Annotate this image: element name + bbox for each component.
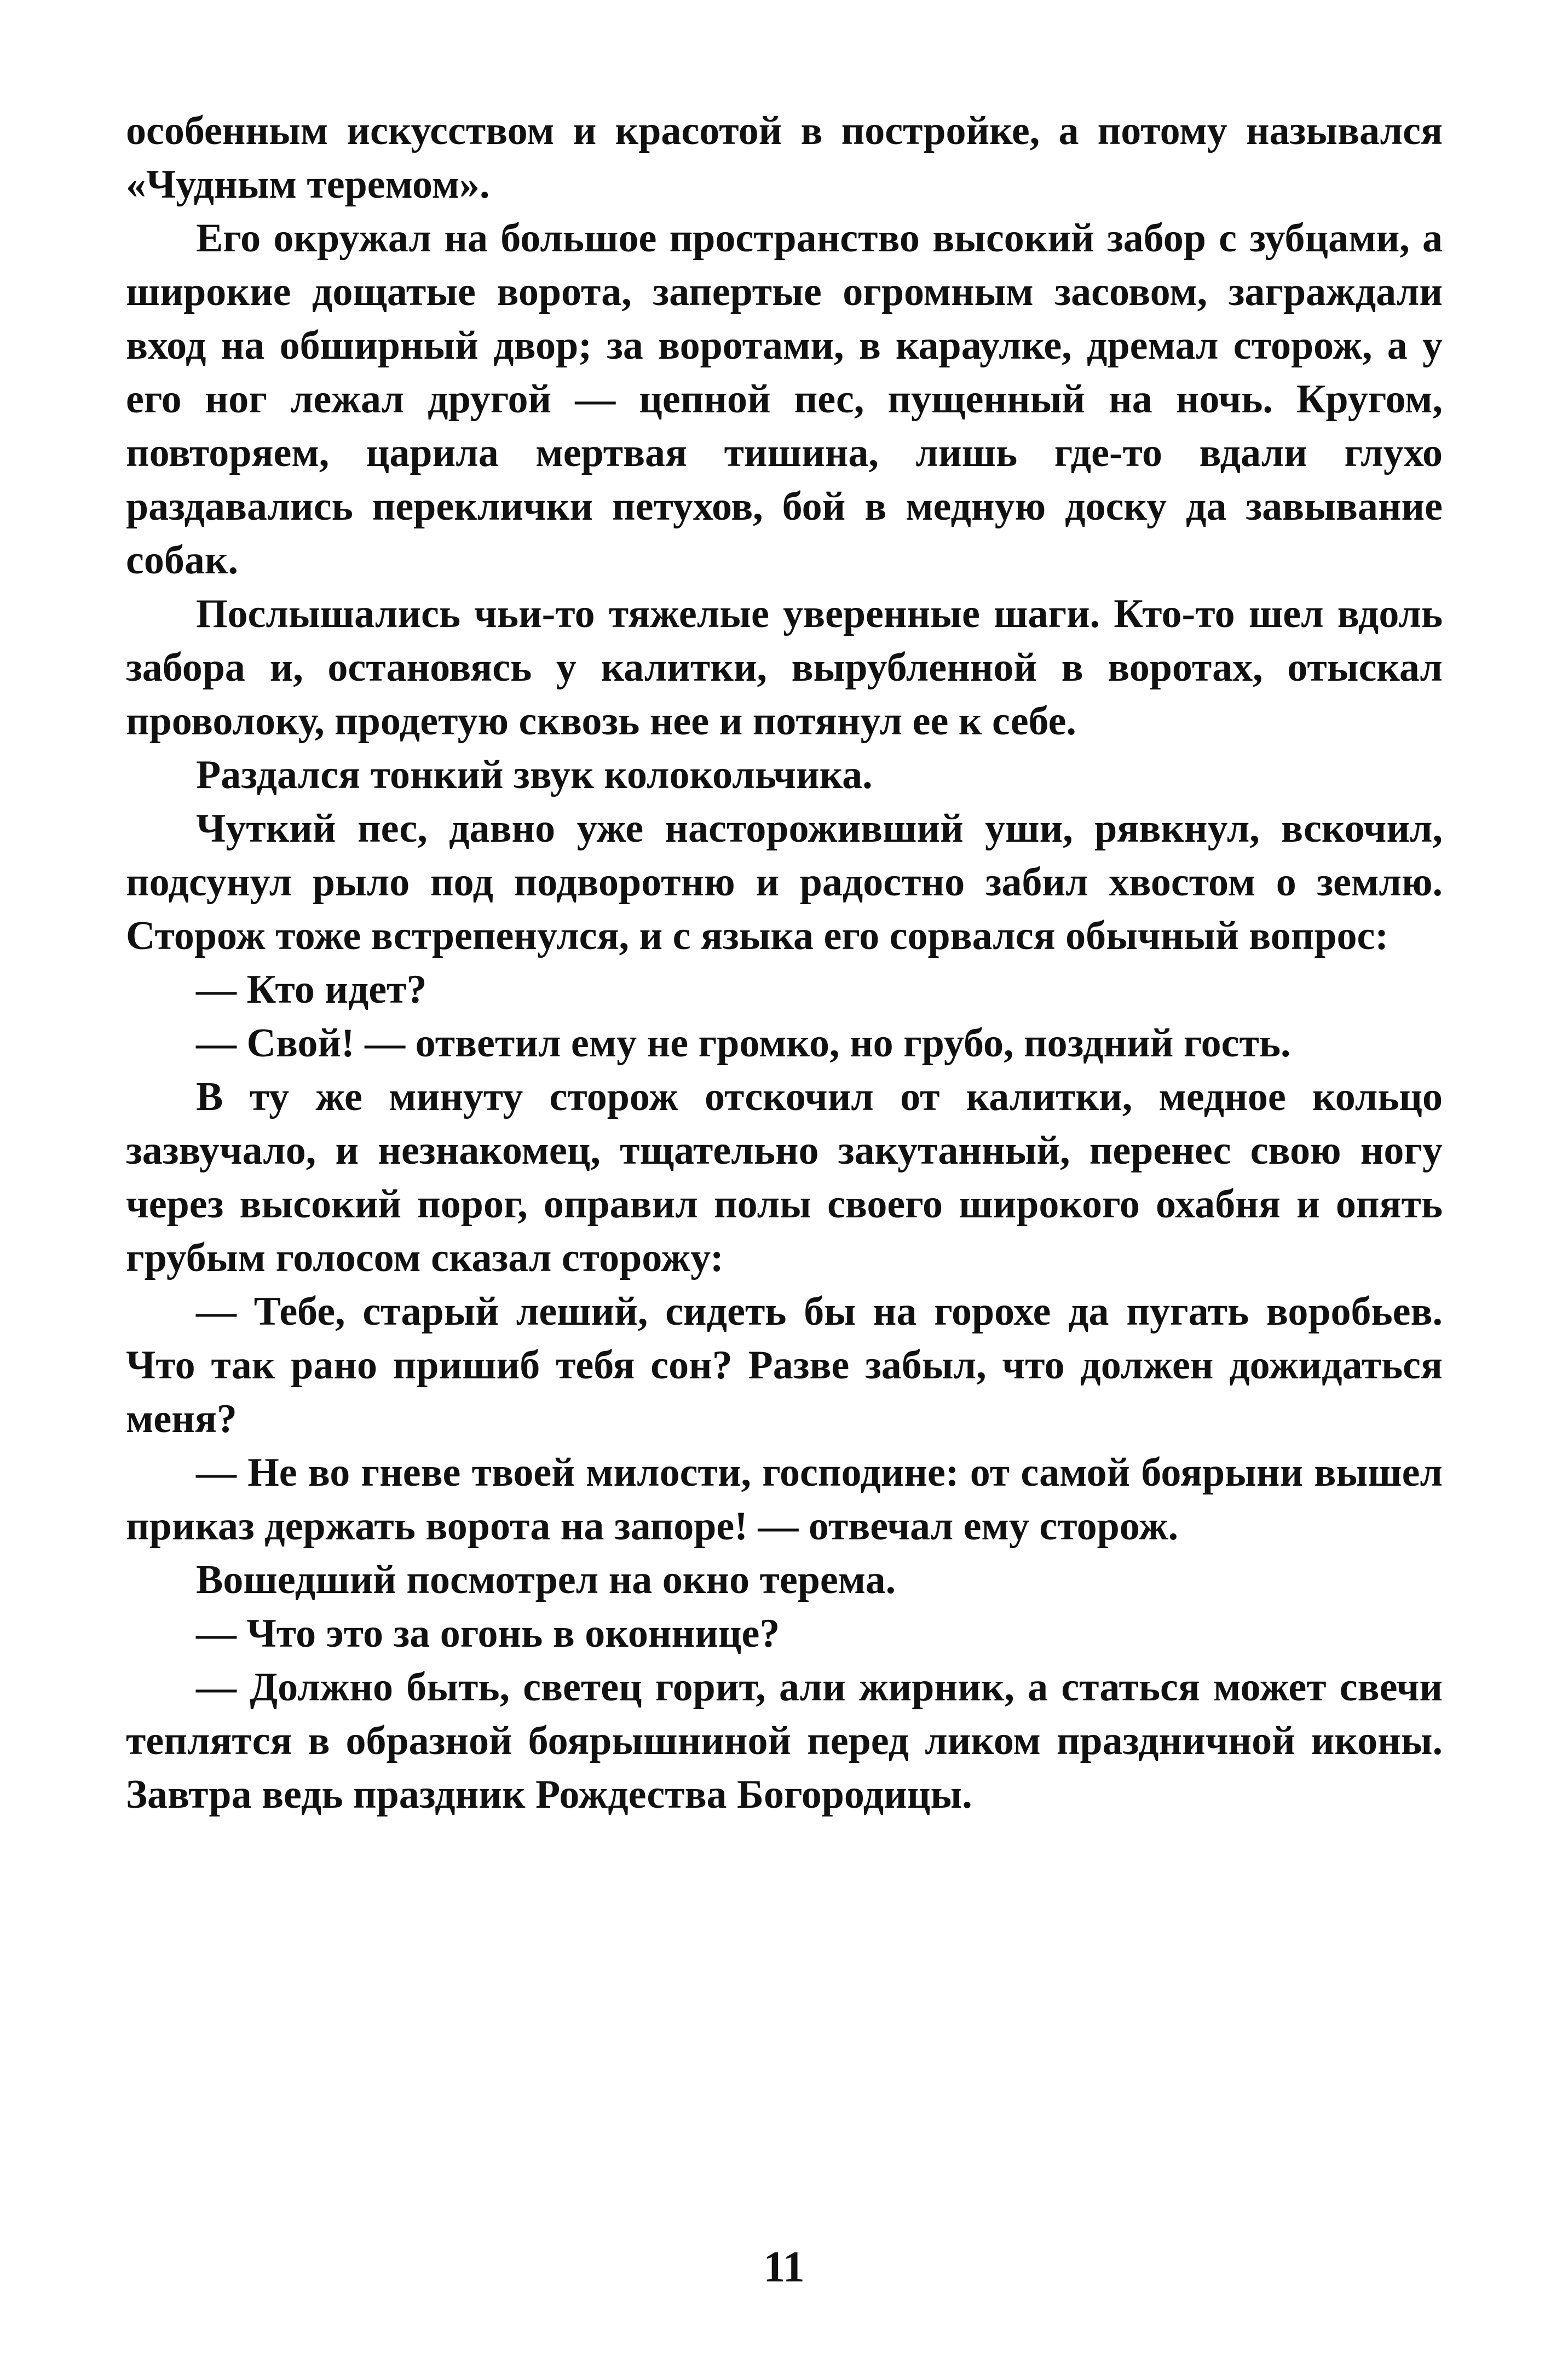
paragraph-2: Его окружал на большое пространство высокий забор с зубцами, а широкие дощатые ворота, запертые огромным засовом, заграждали вход на обширный двор; за воротами, в караулке, дремал сторож, а у его ног лежал другой — цепной пес, пущенный на ночь. Кругом, повторяем, царила мертвая тишина, лишь где-то вдали глухо раздавались переклички петухов, бой в медную доску да завывание собак. xyxy=(126,216,1443,583)
page-number: 11 xyxy=(763,2243,805,2291)
page-text xyxy=(126,104,1443,2240)
paragraph-5: Чуткий пес, давно уже настороживший уши, рявкнул, вскочил, подсунул рыло под подворотню и радостно забил хвостом о землю. Сторож тоже встрепенулся, и с языка его сорвался обычный вопрос: xyxy=(126,806,1443,958)
paragraph-6: — Кто идет? xyxy=(196,967,427,1012)
paragraph-10: — Не во гневе твоей милости, господине: от самой боярыни вышел приказ держать ворота на запоре! — отвечал ему сторож. xyxy=(126,1450,1443,1549)
paragraph-12: — Что это за огонь в оконнице? xyxy=(196,1611,780,1656)
paragraph-3: Послышались чьи-то тяжелые уверенные шаги. Кто-то шел вдоль забора и, остановясь у калитки, вырубленной в воротах, отыскал проволоку, продетую сквозь нее и потянул ее к себе. xyxy=(126,591,1443,744)
paragraph-13: — Должно быть, светец горит, али жирник, а статься может свечи теплятся в образной боярышниной перед ликом праздничной иконы. Завтра ведь праздник Рождества Богородицы. xyxy=(126,1665,1443,1817)
paragraph-11: Вошедший посмотрел на окно терема. xyxy=(196,1557,896,1602)
paragraph-8: В ту же минуту сторож отскочил от калитки, медное кольцо зазвучало, и незнакомец, тщательно закутанный, перенес свою ногу через высокий порог, оправил полы своего широкого охабня и опять грубым голосом сказал сторожу: xyxy=(126,1074,1443,1280)
paragraph-7: — Свой! — ответил ему не громко, но грубо, поздний гость. xyxy=(196,1021,1291,1066)
paragraph-9: — Тебе, старый леший, сидеть бы на горохе да пугать воробьев. Что так рано пришиб тебя сон? Разве забыл, что должен дожидаться меня? xyxy=(126,1289,1443,1441)
paragraph-1: особенным искусством и красотой в постройке, а потому назывался «Чудным теремом». xyxy=(126,108,1443,207)
paragraph-4: Раздался тонкий звук колокольчика. xyxy=(196,752,873,797)
